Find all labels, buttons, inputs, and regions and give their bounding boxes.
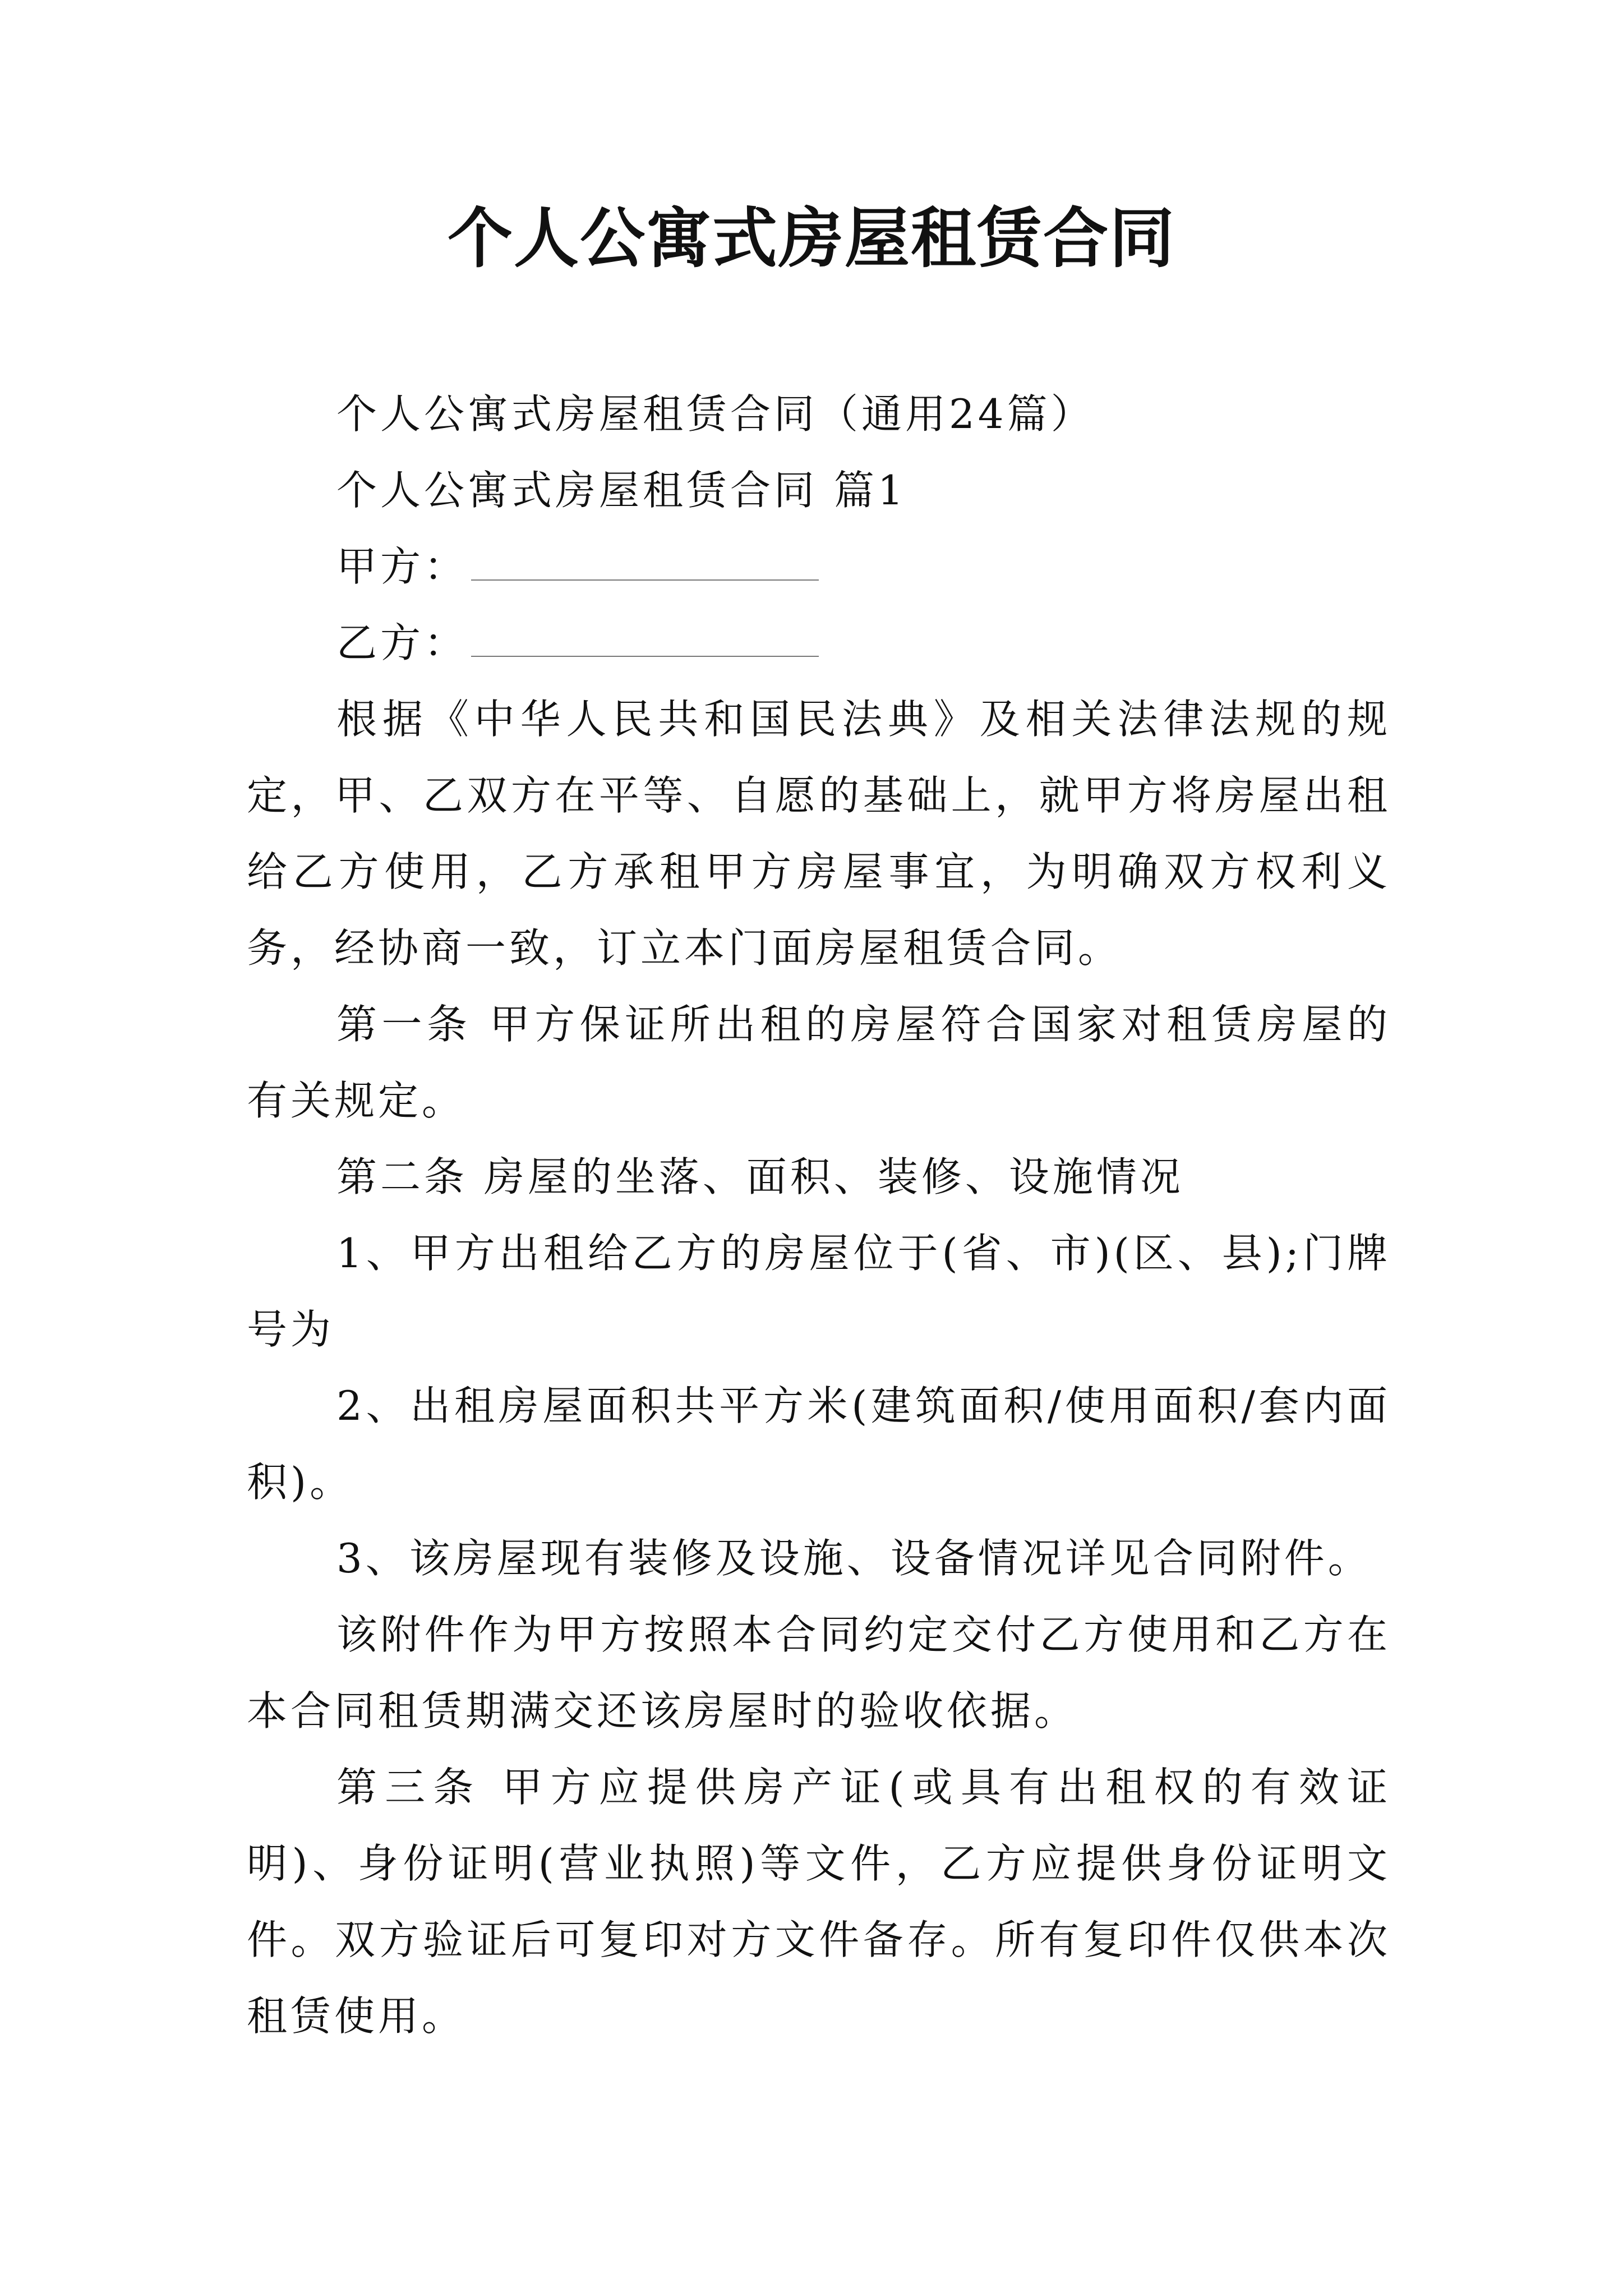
- party-b-blank: [471, 620, 819, 657]
- paragraph-item-3: 3、该房屋现有装修及设施、设备情况详见合同附件。: [336, 1535, 1372, 1582]
- section-heading: 个人公寓式房屋租赁合同 篇1: [336, 467, 907, 514]
- party-a-label: 甲方：: [336, 543, 468, 590]
- party-a-line: [247, 528, 1391, 605]
- paragraph-preamble: 根据《中华人民共和国民法典》及相关法律法规的规定，甲、乙双方在平等、自愿的基础上，就甲方将房屋出租给乙方使用，乙方承租甲方房屋事宜，为明确双方权利义务，经协商一致，订立本门面房屋租赁合同。: [247, 696, 1391, 972]
- party-b-label: 乙方：: [336, 619, 468, 666]
- paragraph-article-3: 第三条 甲方应提供房产证(或具有出租权的有效证明)、身份证明(营业执照)等文件，乙方应提供身份证明文件。双方验证后可复印对方文件备存。所有复印件仅供本次租赁使用。: [247, 1764, 1391, 2040]
- document-body: [247, 376, 1391, 2054]
- paragraph-article-2: 第二条 房屋的坐落、面积、装修、设施情况: [336, 1153, 1184, 1200]
- paragraph-attachment-note: 该附件作为甲方按照本合同约定交付乙方使用和乙方在本合同租赁期满交还该房屋时的验收依据。: [247, 1611, 1391, 1734]
- document-title: 个人公寓式房屋租赁合同: [448, 200, 1175, 277]
- document-subtitle: 个人公寓式房屋租赁合同（通用24篇）: [336, 390, 1095, 438]
- paragraph-item-2: 2、出租房屋面积共平方米(建筑面积/使用面积/套内面积)。: [247, 1382, 1391, 1506]
- paragraph-item-1: 1、甲方出租给乙方的房屋位于(省、市)(区、县);门牌号为: [247, 1230, 1391, 1353]
- party-a-blank: [471, 544, 819, 581]
- paragraph-article-1: 第一条 甲方保证所出租的房屋符合国家对租赁房屋的有关规定。: [247, 1001, 1391, 1124]
- party-b-line: [247, 605, 1391, 681]
